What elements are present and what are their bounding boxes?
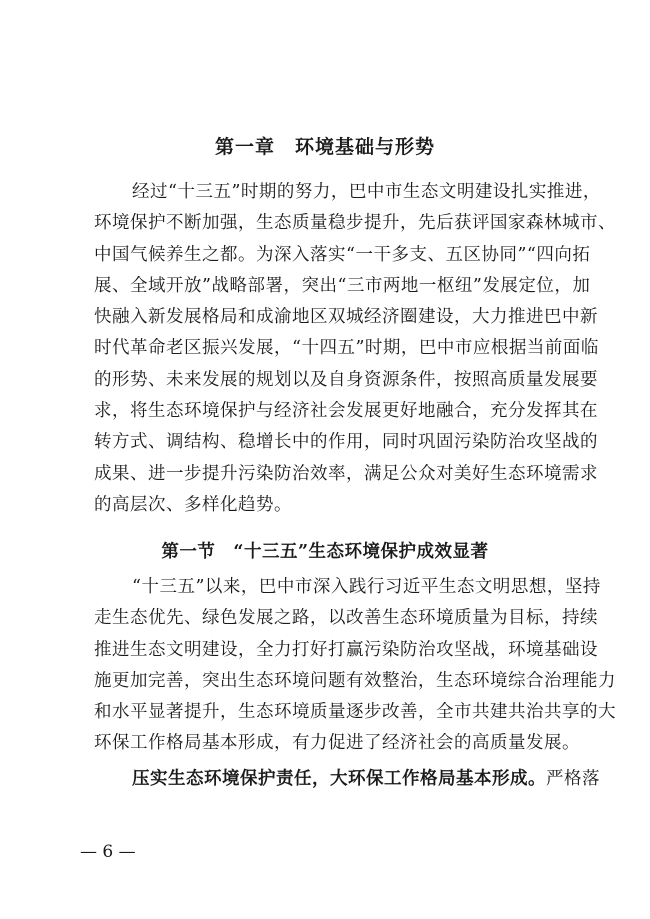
paragraph-line: “十三五”以来，巴中市深入践行习近平生态文明思想，坚持 [132,577,601,597]
paragraph-line: 中国气候养生之都。为深入落实“一干多支、五区协同”“四向拓 [94,244,591,265]
paragraph-line: 经过“十三五”时期的努力，巴中市生态文明建设扎实推进， [132,182,601,202]
paragraph-section-summary [94,572,616,760]
paragraph-line: 和水平显著提升，生态环境质量逐步改善，全市共建共治共享的大 [94,702,616,723]
paragraph-chapter-intro [94,177,616,521]
paragraph-line: 环保工作格局基本形成，有力促进了经济社会的高质量发展。 [94,733,580,754]
paragraph-line: 时代革命老区振兴发展，“十四五”时期，巴中市应根据当前面临 [94,338,599,359]
paragraph-bold-lead: 压实生态环境保护责任，大环保工作格局基本形成。 [132,769,546,789]
paragraph-line: 转方式、调结构、稳增长中的作用，同时巩固污染防治攻坚战的 [94,432,598,453]
paragraph-line: 推进生态文明建设，全力打好打赢污染防治攻坚战，环境基础设 [94,639,598,660]
paragraph-responsibility [94,764,600,795]
chapter-title: 第一章 环境基础与形势 [214,136,435,158]
paragraph-line: 展、全域开放”战略部署，突出“三市两地一枢纽”发展定位，加 [94,275,591,296]
paragraph-continuation: 严格落 [546,769,600,789]
paragraph-line: 施更加完善，突出生态环境问题有效整治，生态环境综合治理能力 [94,670,616,691]
paragraph-line: 的形势、未来发展的规划以及自身资源条件，按照高质量发展要 [94,369,598,390]
paragraph-line: 成果、进一步提升污染防治效率，满足公众对美好生态环境需求 [94,463,598,484]
page-number: — 6 — [80,842,136,862]
paragraph-line: 环境保护不断加强，生态质量稳步提升，先后获评国家森林城市、 [94,213,616,234]
paragraph-line: 的高层次、多样化趋势。 [94,494,292,515]
paragraph-line: 走生态优先、绿色发展之路，以改善生态环境质量为目标，持续 [94,608,598,629]
paragraph-line: 求，将生态环境保护与经济社会发展更好地融合，充分发挥其在 [94,401,598,422]
paragraph-line: 快融入新发展格局和成渝地区双城经济圈建设，大力推进巴中新 [94,307,598,328]
paragraph-line [94,764,600,795]
section-title: 第一节 “十三五”生态环境保护成效显著 [161,542,489,562]
